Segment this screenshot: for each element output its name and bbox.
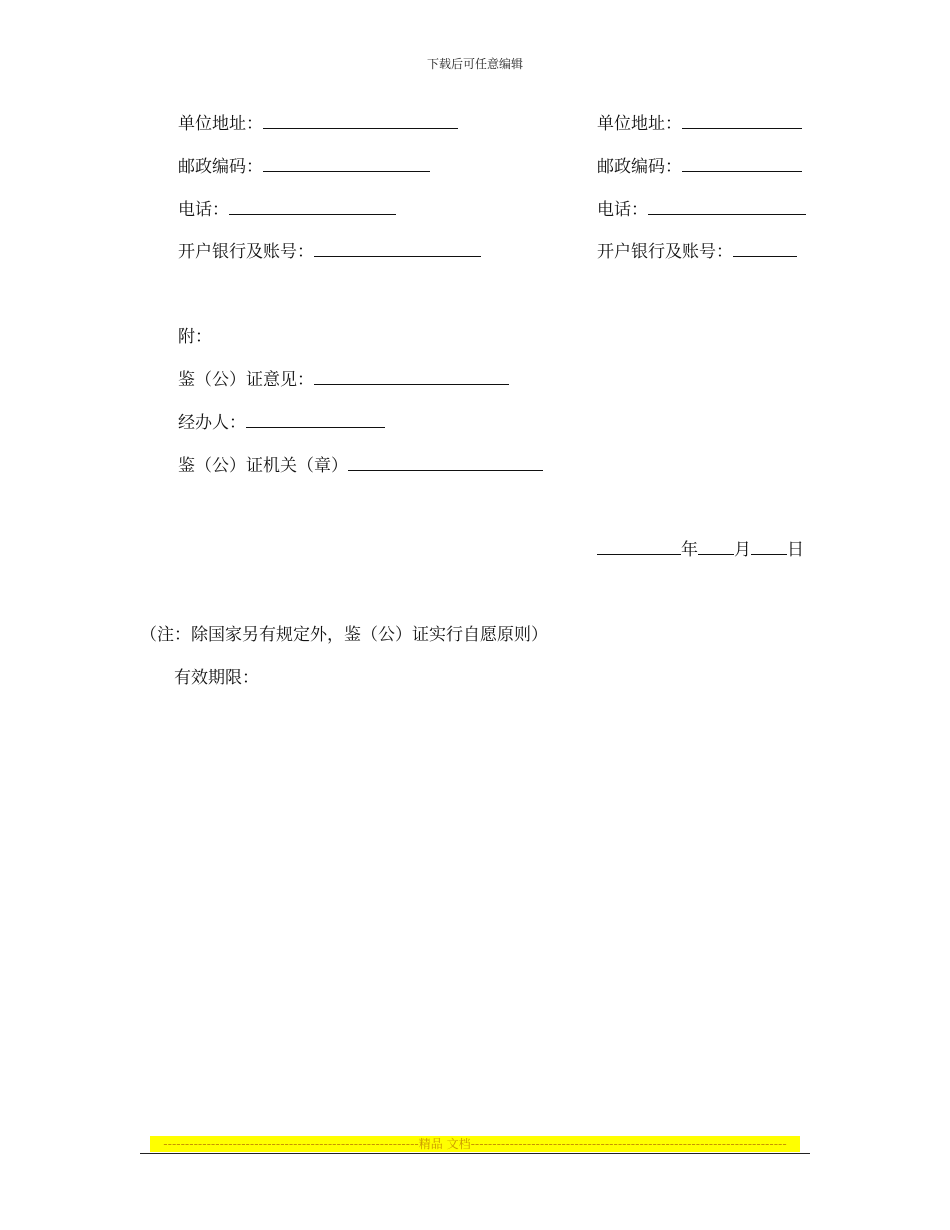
day-label: 日 bbox=[787, 540, 804, 560]
authority-label: 鉴（公）证机关（章） bbox=[178, 456, 348, 476]
footer-dashes-left: ----------------------------------------------------------- bbox=[163, 1137, 419, 1151]
right-postcode-label: 邮政编码： bbox=[597, 157, 682, 177]
right-bank-row bbox=[597, 241, 797, 263]
note-text: （注：除国家另有规定外，鉴（公）证实行自愿原则） bbox=[140, 625, 548, 645]
footer-rule bbox=[140, 1153, 810, 1154]
right-phone-field[interactable] bbox=[648, 200, 806, 215]
left-bank-field[interactable] bbox=[314, 242, 481, 257]
left-address-label: 单位地址： bbox=[178, 114, 263, 134]
day-field[interactable] bbox=[751, 540, 787, 555]
left-bank-label: 开户银行及账号： bbox=[178, 242, 314, 262]
handler-field[interactable] bbox=[246, 413, 385, 428]
right-postcode-field[interactable] bbox=[682, 157, 802, 172]
handler-row bbox=[178, 412, 385, 434]
left-phone-field[interactable] bbox=[229, 200, 396, 215]
right-phone-label: 电话： bbox=[597, 200, 648, 220]
left-phone-row bbox=[178, 199, 396, 221]
left-address-field[interactable] bbox=[263, 114, 458, 129]
opinion-row bbox=[178, 369, 509, 391]
left-address-row bbox=[178, 113, 458, 135]
right-address-label: 单位地址： bbox=[597, 114, 682, 134]
year-label: 年 bbox=[681, 540, 698, 560]
left-postcode-row bbox=[178, 156, 430, 178]
footer-band bbox=[150, 1136, 800, 1152]
month-field[interactable] bbox=[698, 540, 734, 555]
right-bank-field[interactable] bbox=[733, 242, 797, 257]
year-field[interactable] bbox=[597, 540, 681, 555]
attachment-label: 附： bbox=[178, 327, 212, 347]
footer-label: 精品 文档 bbox=[418, 1137, 471, 1151]
validity-label: 有效期限： bbox=[174, 668, 259, 688]
right-address-field[interactable] bbox=[682, 114, 802, 129]
page-header: 下载后可任意编辑 bbox=[426, 57, 523, 71]
footer-dashes-right: ------------------------------------------------------------------------- bbox=[470, 1137, 787, 1151]
authority-row bbox=[178, 455, 543, 477]
right-address-row bbox=[597, 113, 802, 135]
date-row bbox=[597, 539, 804, 561]
left-postcode-label: 邮政编码： bbox=[178, 157, 263, 177]
month-label: 月 bbox=[734, 540, 751, 560]
left-phone-label: 电话： bbox=[178, 200, 229, 220]
handler-label: 经办人： bbox=[178, 413, 246, 433]
opinion-label: 鉴（公）证意见： bbox=[178, 370, 314, 390]
right-postcode-row bbox=[597, 156, 802, 178]
right-phone-row bbox=[597, 199, 806, 221]
left-postcode-field[interactable] bbox=[263, 157, 430, 172]
opinion-field[interactable] bbox=[314, 370, 509, 385]
right-bank-label: 开户银行及账号： bbox=[597, 242, 733, 262]
left-bank-row bbox=[178, 241, 481, 263]
authority-seal-field[interactable] bbox=[348, 456, 543, 471]
